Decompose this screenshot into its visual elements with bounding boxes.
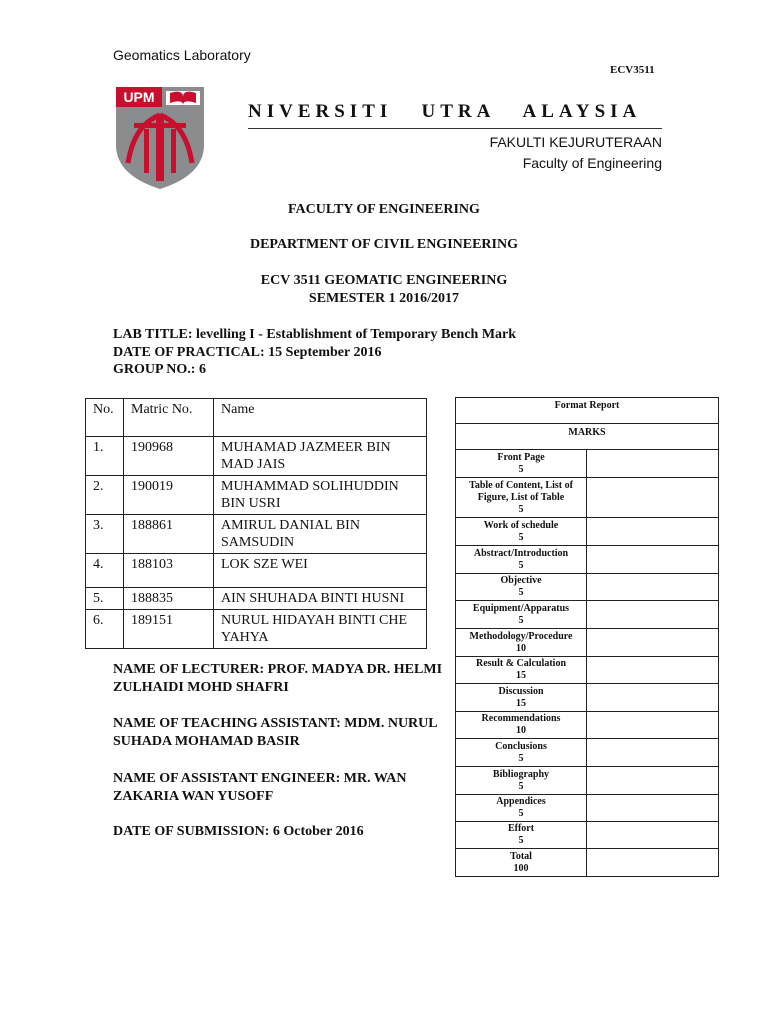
marks-row	[456, 601, 719, 629]
table-row	[86, 610, 427, 649]
marks-criterion	[456, 684, 587, 712]
marks-row	[456, 574, 719, 601]
criterion-points: 5	[518, 780, 524, 792]
marks-criterion	[456, 629, 587, 657]
marks-row	[456, 657, 719, 684]
criterion-points: 5	[518, 503, 524, 515]
marks-criterion	[456, 450, 587, 478]
criterion-label: Bibliography	[492, 768, 550, 780]
faculty-title: FACULTY OF ENGINEERING	[288, 202, 480, 217]
row-matric: 190019	[124, 476, 214, 515]
criterion-points: 10	[516, 642, 526, 654]
criterion-points: 5	[518, 835, 524, 846]
row-name: MUHAMMAD SOLIHUDDIN BIN USRI	[214, 476, 427, 515]
criterion-label: Recommendations	[481, 713, 561, 724]
course-title: ECV 3511 GEOMATIC ENGINEERING	[260, 273, 508, 288]
marks-criterion	[456, 849, 587, 877]
marks-score-cell	[587, 684, 719, 712]
row-no: 2.	[86, 476, 124, 515]
marks-row	[456, 450, 719, 478]
marks-criterion	[456, 712, 587, 739]
marks-table	[455, 397, 719, 877]
marks-row	[456, 849, 719, 877]
assistant-engineer-name: NAME OF ASSISTANT ENGINEER: MR. WAN ZAKARIA WAN YUSOFF	[113, 771, 407, 804]
lab-title: LAB TITLE: levelling I - Establishment of Temporary Bench Mark	[113, 327, 517, 342]
marks-title: Format Report	[456, 398, 719, 424]
marks-criterion	[456, 601, 587, 629]
criterion-points: 5	[518, 614, 524, 626]
row-matric: 190968	[124, 437, 214, 476]
header-matric: Matric No.	[124, 399, 214, 437]
row-no: 3.	[86, 515, 124, 554]
row-no: 5.	[86, 588, 124, 610]
marks-criterion	[456, 478, 587, 518]
criterion-points: 5	[518, 531, 524, 543]
marks-criterion	[456, 546, 587, 574]
marks-score-cell	[587, 739, 719, 767]
marks-row	[456, 518, 719, 546]
marks-criterion	[456, 739, 587, 767]
lecturer-name: NAME OF LECTURER: PROF. MADYA DR. HELMI ZULHAIDI MOHD SHAFRI	[113, 662, 443, 695]
row-no: 1.	[86, 437, 124, 476]
marks-subtitle-row	[456, 424, 719, 450]
marks-score-cell	[587, 822, 719, 849]
department-title: DEPARTMENT OF CIVIL ENGINEERING	[249, 237, 518, 252]
practical-date: DATE OF PRACTICAL: 15 September 2016	[113, 345, 382, 360]
criterion-points: 5	[518, 559, 524, 571]
members-table	[85, 398, 427, 649]
group-number: GROUP NO.: 6	[113, 362, 206, 377]
criterion-label: Table of Content, List of Figure, List of Table	[469, 479, 573, 503]
logo-text: UPM	[123, 89, 155, 105]
row-name: AIN SHUHADA BINTI HUSNI	[214, 588, 427, 610]
row-name: AMIRUL DANIAL BIN SAMSUDIN	[214, 515, 427, 554]
criterion-label: Result & Calculation	[476, 658, 566, 669]
marks-row	[456, 712, 719, 739]
marks-score-cell	[587, 795, 719, 822]
criterion-label: Abstract/Introduction	[473, 547, 569, 559]
marks-criterion	[456, 767, 587, 795]
marks-criterion	[456, 518, 587, 546]
marks-score-cell	[587, 546, 719, 574]
criterion-label: Conclusions	[495, 740, 547, 752]
header-rule	[248, 128, 662, 129]
header-name: Name	[214, 399, 427, 437]
table-row	[86, 588, 427, 610]
row-name: NURUL HIDAYAH BINTI CHE YAHYA	[214, 610, 427, 649]
criterion-points: 15	[516, 697, 526, 709]
marks-score-cell	[587, 601, 719, 629]
criterion-points: 5	[518, 463, 524, 475]
marks-criterion	[456, 822, 587, 849]
criterion-label: Total	[510, 850, 532, 862]
marks-row	[456, 739, 719, 767]
row-matric: 188835	[124, 588, 214, 610]
marks-row	[456, 795, 719, 822]
header-no: No.	[86, 399, 124, 437]
course-code: ECV3511	[610, 64, 655, 76]
faculty-english: Faculty of Engineering	[522, 155, 662, 171]
marks-criterion	[456, 795, 587, 822]
criterion-label: Appendices	[496, 796, 546, 807]
row-no: 4.	[86, 554, 124, 588]
university-name: NIVERSITI UTRA ALAYSIA	[248, 101, 642, 122]
row-no: 6.	[86, 610, 124, 649]
members-header-row	[86, 399, 427, 437]
criterion-label: Front Page	[497, 451, 545, 463]
lab-name: Geomatics Laboratory	[113, 47, 251, 63]
marks-row	[456, 767, 719, 795]
row-matric: 188861	[124, 515, 214, 554]
row-matric: 188103	[124, 554, 214, 588]
criterion-points: 15	[516, 670, 526, 681]
marks-score-cell	[587, 574, 719, 601]
marks-row	[456, 684, 719, 712]
criterion-label: Objective	[500, 575, 542, 586]
faculty-malay: FAKULTI KEJURUTERAAN	[489, 134, 662, 150]
criterion-points: 5	[518, 752, 524, 764]
marks-score-cell	[587, 450, 719, 478]
criterion-label: Equipment/Apparatus	[472, 602, 570, 614]
row-matric: 189151	[124, 610, 214, 649]
marks-score-cell	[587, 849, 719, 877]
criterion-label: Discussion	[498, 685, 544, 697]
marks-row	[456, 478, 719, 518]
marks-score-cell	[587, 712, 719, 739]
table-row	[86, 476, 427, 515]
marks-criterion	[456, 657, 587, 684]
criterion-label: Effort	[507, 823, 535, 834]
marks-row	[456, 822, 719, 849]
semester-title: SEMESTER 1 2016/2017	[308, 291, 460, 306]
marks-row	[456, 629, 719, 657]
table-row	[86, 554, 427, 588]
criterion-points: 5	[518, 587, 524, 598]
criterion-points: 10	[516, 725, 526, 736]
marks-title-row	[456, 398, 719, 424]
table-row	[86, 515, 427, 554]
teaching-assistant-name: NAME OF TEACHING ASSISTANT: MDM. NURUL SUHADA MOHAMAD BASIR	[113, 716, 437, 749]
submission-date: DATE OF SUBMISSION: 6 October 2016	[113, 824, 364, 839]
marks-score-cell	[587, 478, 719, 518]
criterion-points: 5	[518, 808, 524, 819]
table-row	[86, 437, 427, 476]
criterion-label: Work of schedule	[483, 519, 559, 531]
upm-logo	[114, 85, 206, 191]
marks-score-cell	[587, 629, 719, 657]
marks-score-cell	[587, 767, 719, 795]
criterion-label: Methodology/Procedure	[469, 630, 573, 642]
marks-score-cell	[587, 518, 719, 546]
row-name: MUHAMAD JAZMEER BIN MAD JAIS	[214, 437, 427, 476]
row-name: LOK SZE WEI	[214, 554, 427, 588]
marks-row	[456, 546, 719, 574]
marks-score-cell	[587, 657, 719, 684]
marks-subtitle: MARKS	[456, 424, 719, 450]
criterion-points: 100	[513, 862, 529, 874]
marks-criterion	[456, 574, 587, 601]
